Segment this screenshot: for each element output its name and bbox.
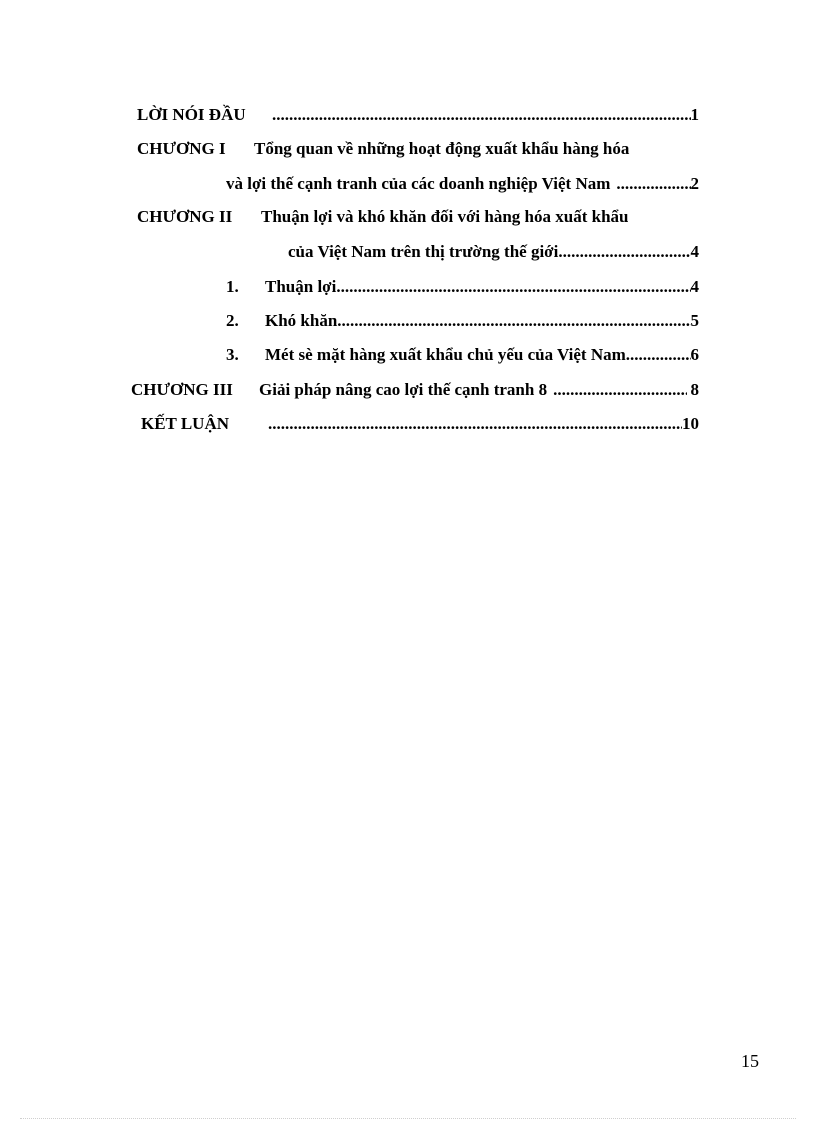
dot-leader: [553, 379, 686, 401]
dot-leader: [616, 173, 690, 195]
toc-page-number: 4: [690, 277, 699, 296]
toc-title: Tổng quan về những hoạt động xuất khẩu hàng hóa: [254, 139, 630, 158]
toc-title: của Việt Nam trên thị trường thế giới: [288, 242, 559, 261]
toc-page-number: 5: [690, 311, 699, 330]
toc-subentry-1[interactable]: [226, 276, 699, 298]
toc-entry-chuong-2-line2[interactable]: [288, 241, 699, 263]
toc-entry-chuong-3[interactable]: [131, 379, 699, 401]
toc-label: CHƯƠNG II: [137, 207, 233, 226]
dot-leader: [336, 276, 690, 298]
toc-page-number: 8: [690, 380, 699, 399]
toc-label: KẾT LUẬN: [141, 414, 230, 433]
toc-title: Khó khăn: [265, 311, 338, 330]
toc-page-number: 4: [690, 242, 699, 261]
toc-item-number: 1.: [226, 277, 239, 296]
toc-page-number: 2: [690, 174, 699, 193]
toc-subentry-2[interactable]: [226, 310, 699, 332]
toc-entry-ket-luan[interactable]: [141, 413, 699, 435]
dot-leader: [272, 104, 691, 126]
toc-title: Thuận lợi: [265, 277, 337, 296]
toc-entry-chuong-1-line2[interactable]: [226, 173, 699, 195]
toc-page-number: 1: [690, 105, 699, 124]
page-bottom-divider: [20, 1118, 796, 1119]
toc-label: CHƯƠNG I: [137, 139, 226, 158]
toc-item-number: 2.: [226, 311, 239, 330]
toc-subentry-3[interactable]: [226, 344, 699, 366]
dot-leader: [558, 241, 690, 263]
dot-leader: [337, 310, 690, 332]
toc-title: Giải pháp nâng cao lợi thế cạnh tranh 8: [259, 380, 548, 399]
toc-page-number: 6: [690, 345, 699, 364]
dot-leader: [268, 413, 682, 435]
toc-item-number: 3.: [226, 345, 239, 364]
toc-entry-chuong-2-line1[interactable]: [137, 206, 629, 228]
toc-entry-chuong-1-line1[interactable]: [137, 138, 629, 160]
toc-entry-loi-noi-dau[interactable]: [137, 104, 699, 126]
dot-leader: [626, 344, 691, 366]
toc-label: LỜI NÓI ĐẦU: [137, 105, 246, 124]
toc-page-number: 10: [682, 414, 699, 433]
page-number: 15: [741, 1051, 759, 1071]
toc-label: CHƯƠNG III: [131, 380, 233, 399]
toc-title: Mét sè mặt hàng xuất khẩu chủ yếu của Việt Nam: [265, 345, 626, 364]
toc-title: và lợi thế cạnh tranh của các doanh nghiệp Việt Nam: [226, 174, 611, 193]
toc-title: Thuận lợi và khó khăn đối với hàng hóa xuất khẩu: [261, 207, 629, 226]
